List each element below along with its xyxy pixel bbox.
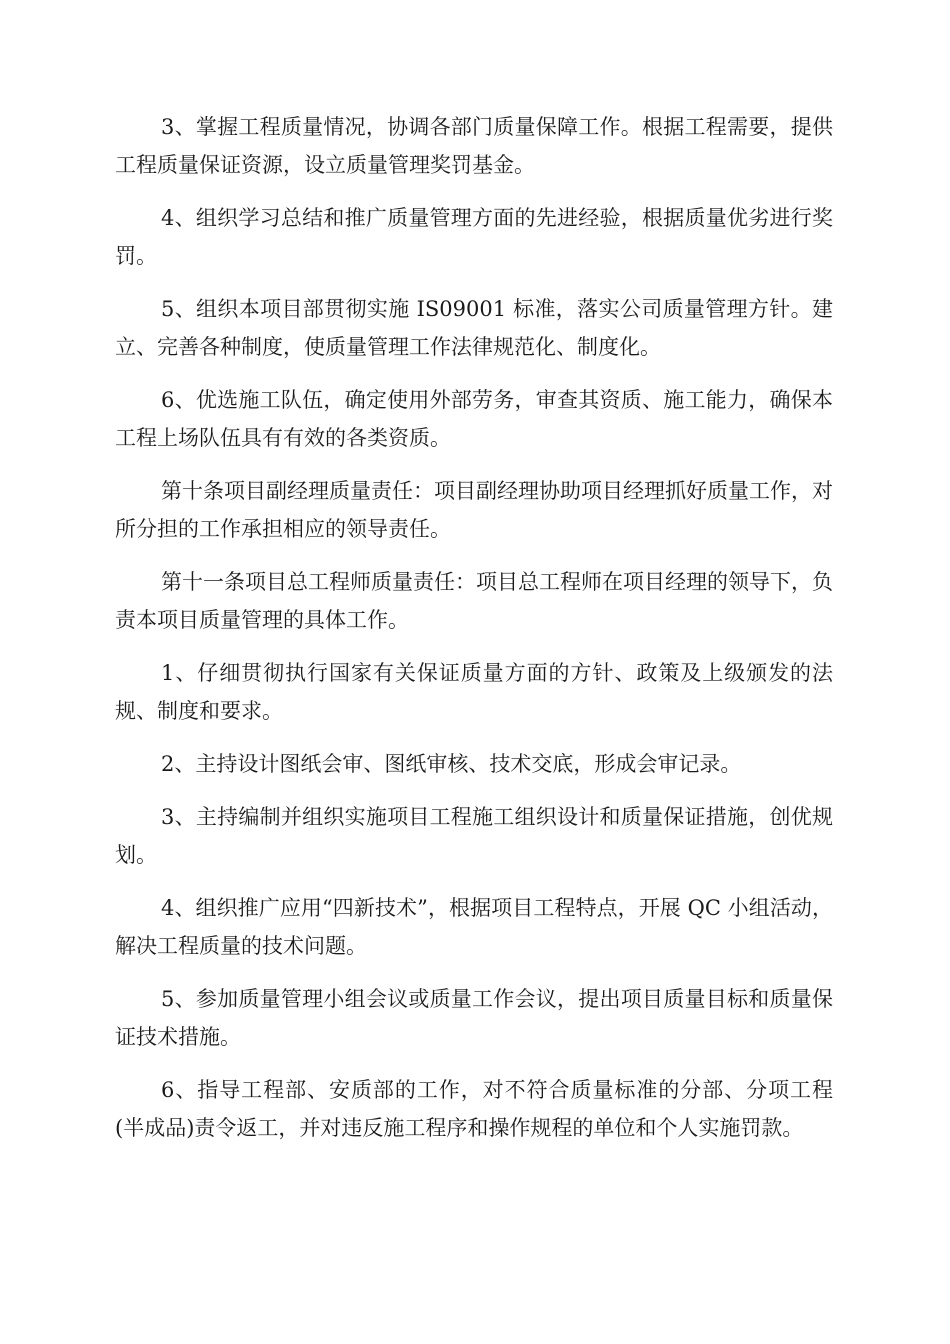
paragraph-engineer-item-6: 6、指导工程部、安质部的工作，对不符合质量标准的分部、分项工程(半成品)责令返工，并对违反施工程序和操作规程的单位和个人实施罚款。 [115,1078,833,1140]
paragraph-article-11: 第十一条项目总工程师质量责任：项目总工程师在项目经理的领导下，负责本项目质量管理的具体工作。 [115,570,833,632]
paragraph-engineer-item-5: 5、参加质量管理小组会议或质量工作会议，提出项目质量目标和质量保证技术措施。 [115,987,833,1049]
paragraph-engineer-item-4: 4、组织推广应用“四新技术”，根据项目工程特点，开展 QC 小组活动，解决工程质量的技术问题。 [115,896,833,958]
paragraph-item-6-teams: 6、优选施工队伍，确定使用外部劳务，审查其资质、施工能力，确保本工程上场队伍具有有效的各类资质。 [115,388,833,450]
paragraph-item-5-iso9001: 5、组织本项目部贯彻实施 IS09001 标准，落实公司质量管理方针。建立、完善各种制度，使质量管理工作法律规范化、制度化。 [115,297,833,359]
document-body [115,108,833,1162]
paragraph-engineer-item-1: 1、仔细贯彻执行国家有关保证质量方面的方针、政策及上级颁发的法规、制度和要求。 [115,661,833,723]
paragraph-article-10: 第十条项目副经理质量责任：项目副经理协助项目经理抓好质量工作，对所分担的工作承担相应的领导责任。 [115,479,833,541]
paragraph-item-3-resources: 3、掌握工程质量情况，协调各部门质量保障工作。根据工程需要，提供工程质量保证资源，设立质量管理奖罚基金。 [115,115,833,177]
paragraph-engineer-item-3: 3、主持编制并组织实施项目工程施工组织设计和质量保证措施，创优规划。 [115,805,833,867]
paragraph-engineer-item-2: 2、主持设计图纸会审、图纸审核、技术交底，形成会审记录。 [161,752,742,776]
paragraph-item-4-experience: 4、组织学习总结和推广质量管理方面的先进经验，根据质量优劣进行奖罚。 [115,206,833,268]
